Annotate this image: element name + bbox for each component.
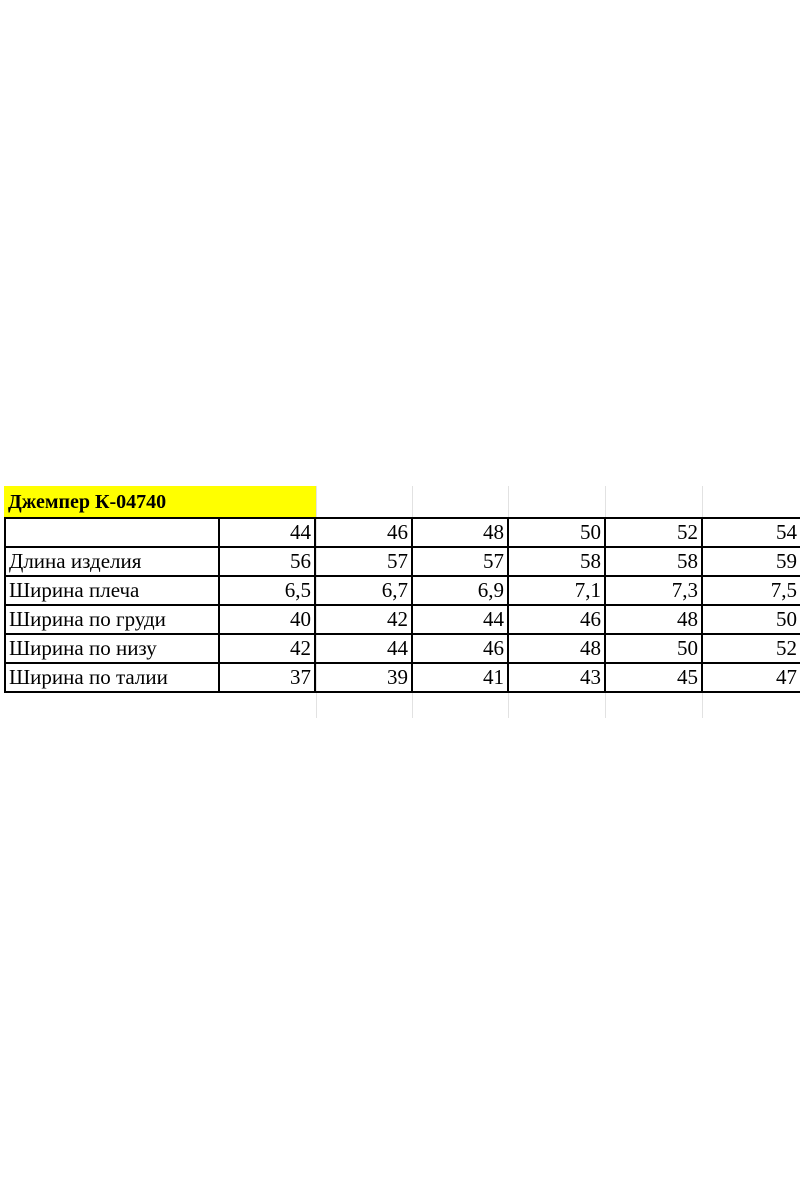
table-row [5, 605, 800, 634]
measurement-label: Длина изделия [5, 547, 219, 576]
measurement-value: 42 [315, 605, 412, 634]
size-table [4, 517, 800, 693]
measurement-value: 47 [702, 663, 800, 692]
table-row [5, 663, 800, 692]
measurement-value: 6,9 [412, 576, 508, 605]
measurement-value: 45 [605, 663, 702, 692]
measurement-value: 48 [605, 605, 702, 634]
measurement-value: 57 [412, 547, 508, 576]
measurement-value: 46 [412, 634, 508, 663]
measurement-value: 56 [219, 547, 315, 576]
measurement-value: 44 [315, 634, 412, 663]
measurement-label: Ширина по талии [5, 663, 219, 692]
size-header-row [5, 518, 800, 547]
size-header-cell: 54 [702, 518, 800, 547]
table-row [5, 547, 800, 576]
measurement-label: Ширина по груди [5, 605, 219, 634]
measurement-value: 59 [702, 547, 800, 576]
measurement-value: 57 [315, 547, 412, 576]
measurement-value: 46 [508, 605, 605, 634]
measurement-label: Ширина плеча [5, 576, 219, 605]
measurement-label: Ширина по низу [5, 634, 219, 663]
measurement-value: 44 [412, 605, 508, 634]
size-header-cell: 48 [412, 518, 508, 547]
measurement-value: 48 [508, 634, 605, 663]
size-header-cell: 46 [315, 518, 412, 547]
size-header-cell: 52 [605, 518, 702, 547]
measurement-value: 6,7 [315, 576, 412, 605]
corner-cell [5, 518, 219, 547]
size-chart-sheet [4, 486, 800, 718]
measurement-value: 6,5 [219, 576, 315, 605]
measurement-value: 50 [702, 605, 800, 634]
measurement-value: 7,1 [508, 576, 605, 605]
measurement-value: 58 [508, 547, 605, 576]
measurement-value: 37 [219, 663, 315, 692]
size-header-cell: 44 [219, 518, 315, 547]
table-row [5, 634, 800, 663]
measurement-value: 43 [508, 663, 605, 692]
measurement-value: 58 [605, 547, 702, 576]
measurement-value: 7,3 [605, 576, 702, 605]
measurement-value: 42 [219, 634, 315, 663]
table-row [5, 576, 800, 605]
measurement-value: 41 [412, 663, 508, 692]
measurement-value: 52 [702, 634, 800, 663]
measurement-value: 39 [315, 663, 412, 692]
product-title: Джемпер К-04740 [4, 486, 316, 517]
size-header-cell: 50 [508, 518, 605, 547]
measurement-value: 40 [219, 605, 315, 634]
measurement-value: 50 [605, 634, 702, 663]
measurement-value: 7,5 [702, 576, 800, 605]
